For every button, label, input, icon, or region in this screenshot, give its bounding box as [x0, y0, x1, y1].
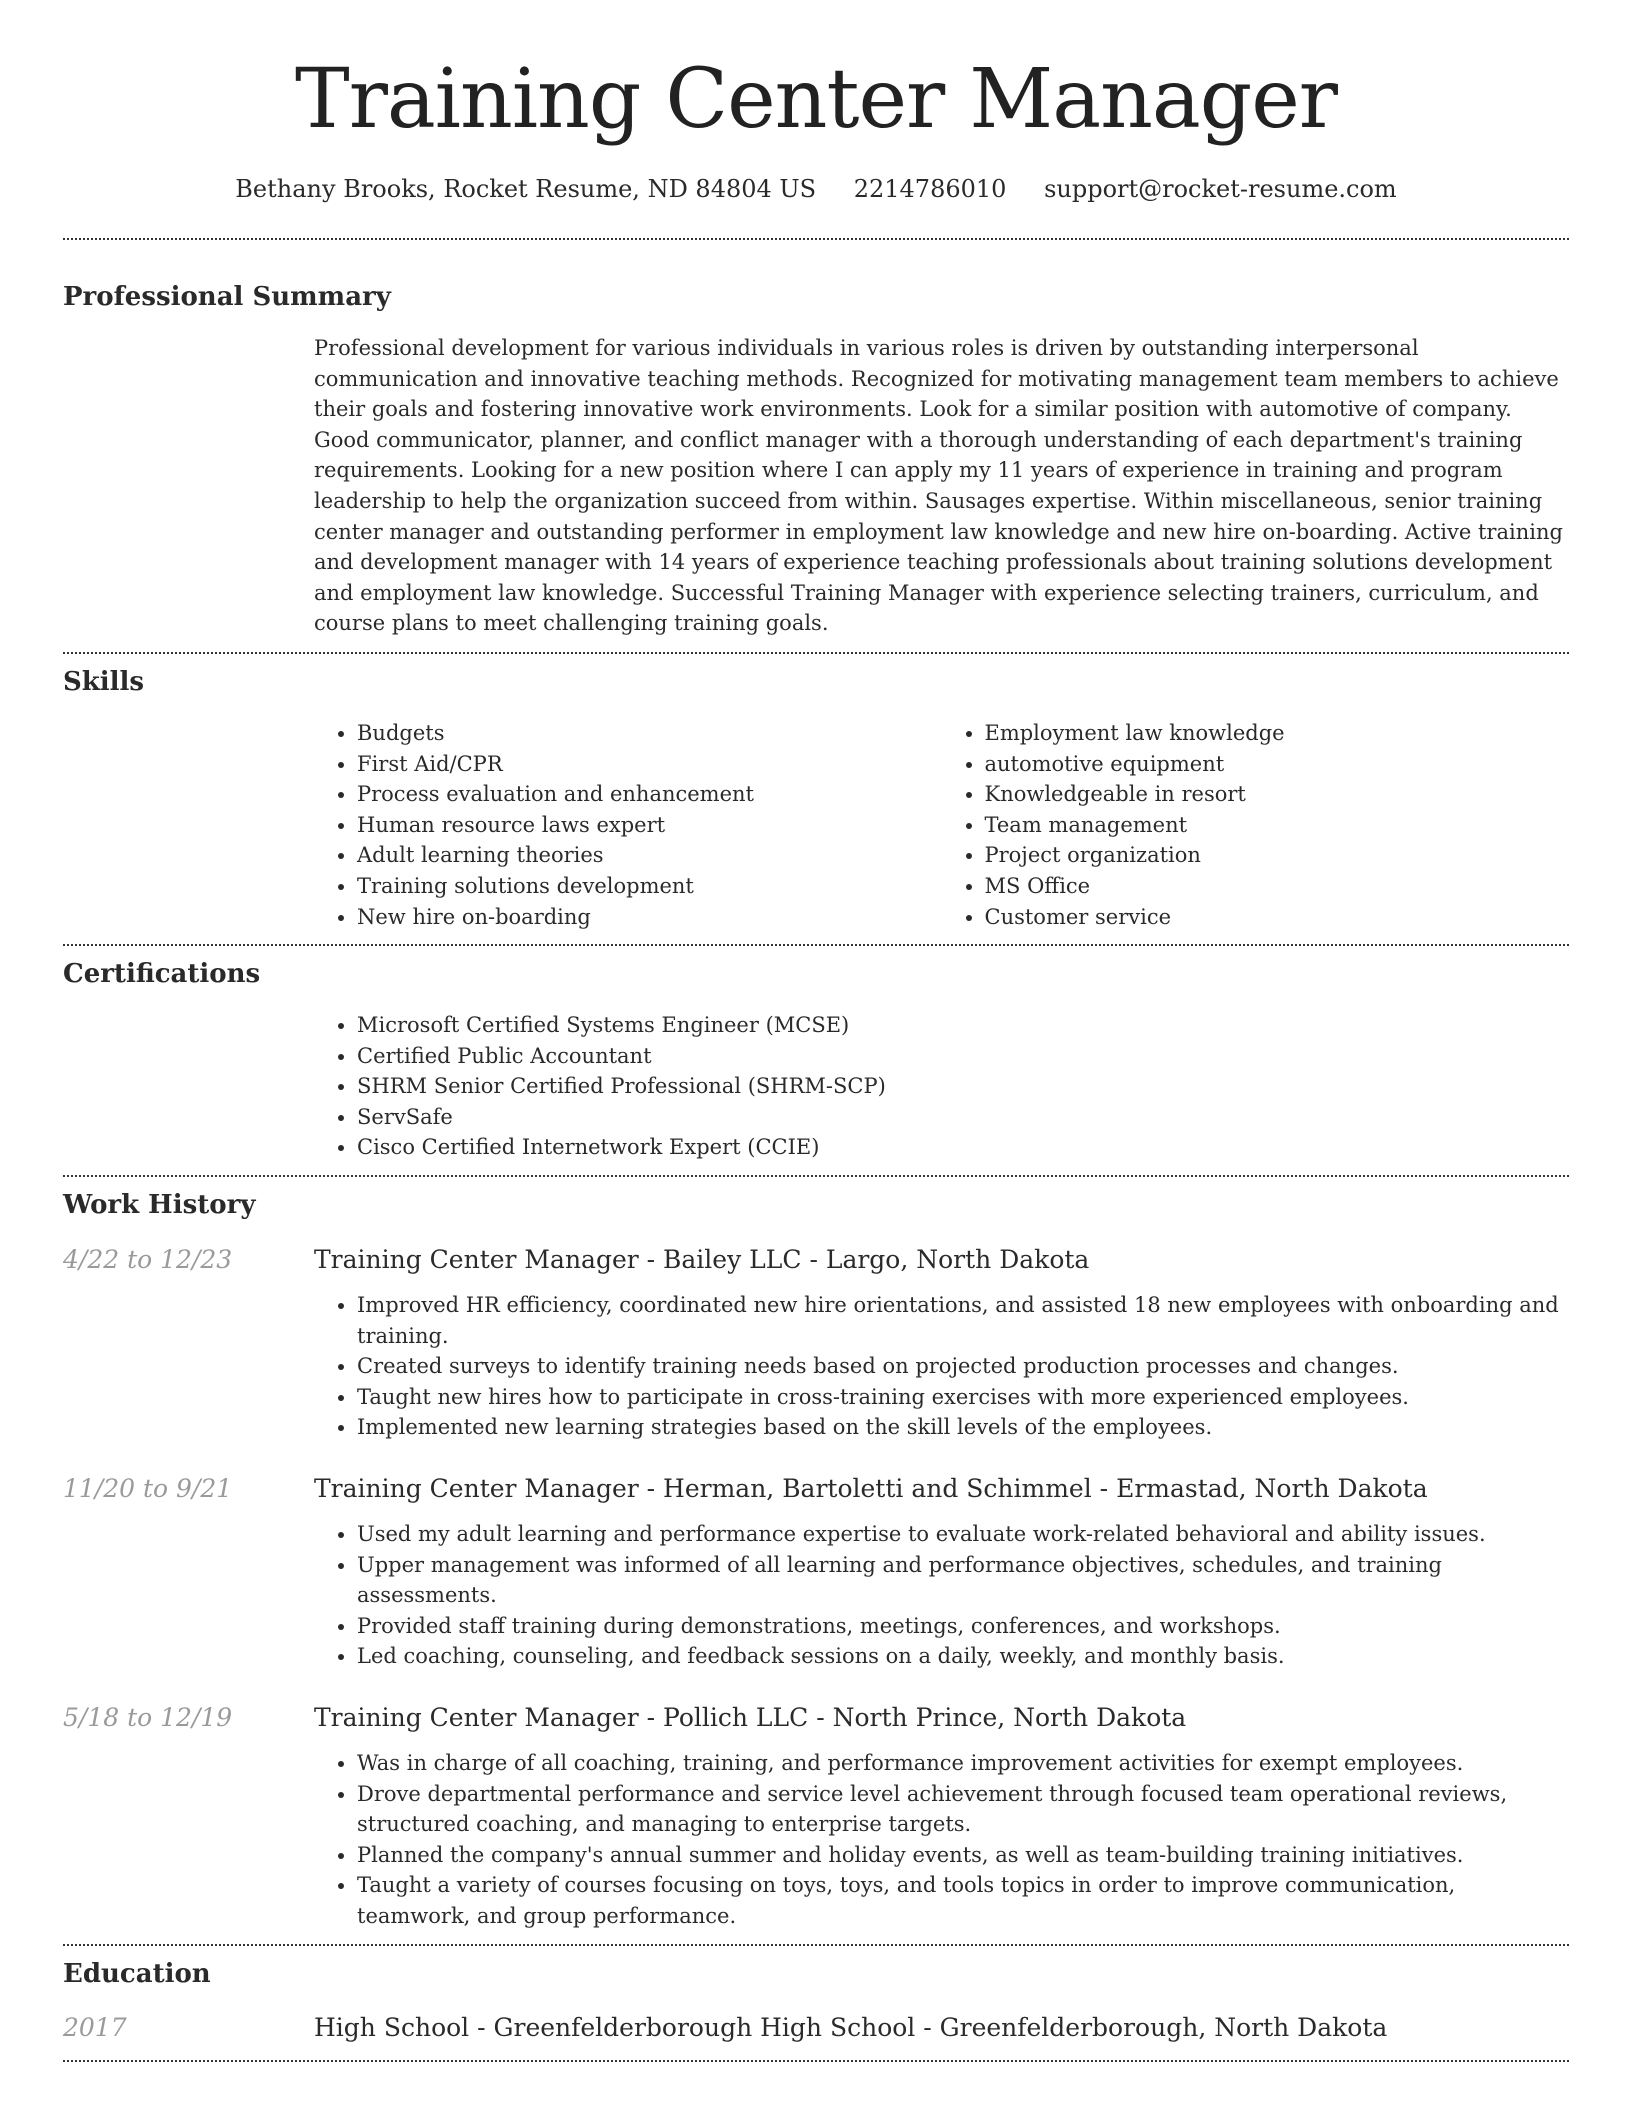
skills-section: [63, 666, 1569, 932]
skill-item: • Adult learning theories: [357, 840, 942, 871]
job-bullet: • Implemented new learning strategies based on the skill levels of the employees.: [357, 1412, 1569, 1443]
skill-item: • Knowledgeable in resort: [985, 779, 1570, 810]
divider: [63, 1944, 1569, 1946]
job-bullets: [314, 1748, 1569, 1932]
education-year: 2017: [63, 2012, 127, 2042]
contact-email: support@rocket-resume.com: [1044, 175, 1397, 203]
divider: [63, 944, 1569, 946]
skill-item: • New hire on-boarding: [357, 902, 942, 933]
job-bullet: • Was in charge of all coaching, training, and performance improvement activities for exempt employees.: [357, 1748, 1569, 1779]
job-bullet: • Upper management was informed of all learning and performance objectives, schedules, and training assessments.: [357, 1550, 1569, 1611]
job-bullet: • Taught new hires how to participate in cross-training exercises with more experienced employees.: [357, 1382, 1569, 1413]
certifications-content: [314, 1010, 1569, 1163]
contact-line: [63, 174, 1569, 204]
divider: [63, 652, 1569, 654]
job-title: Training Center Manager - Pollich LLC - North Prince, North Dakota: [314, 1703, 1187, 1732]
job-entry: [63, 1702, 1569, 1932]
education-heading: Education: [63, 1958, 211, 1989]
job-bullet: • Used my adult learning and performance expertise to evaluate work-related behavioral and ability issues.: [357, 1519, 1569, 1550]
certifications-section: [63, 958, 1569, 1163]
education-title: High School - Greenfelderborough High School - Greenfelderborough, North Dakota: [314, 2012, 1388, 2042]
divider: [63, 1175, 1569, 1177]
job-bullet: • Planned the company's annual summer and holiday events, as well as team-building training initiatives.: [357, 1840, 1569, 1871]
job-bullet: • Created surveys to identify training needs based on projected production processes and changes.: [357, 1351, 1569, 1382]
skill-item: • Project organization: [985, 840, 1570, 871]
skill-item: • Employment law knowledge: [985, 718, 1570, 749]
job-title: Training Center Manager - Herman, Bartoletti and Schimmel - Ermastad, North Dakota: [314, 1474, 1428, 1504]
summary-section: [63, 281, 1569, 639]
skill-item: • Training solutions development: [357, 871, 942, 902]
certification-item: • SHRM Senior Certified Professional (SHRM-SCP): [357, 1071, 1569, 1102]
job-entry: [63, 1244, 1569, 1443]
job-entry: [63, 1473, 1569, 1672]
education-entry: [63, 2012, 1569, 2044]
job-bullets: [314, 1290, 1569, 1443]
job-bullet: • Provided staff training during demonstrations, meetings, conferences, and workshops.: [357, 1611, 1569, 1642]
job-header: [63, 1244, 1569, 1276]
skills-columns: [314, 718, 1569, 932]
job-bullet: • Led coaching, counseling, and feedback sessions on a daily, weekly, and monthly basis.: [357, 1641, 1569, 1672]
certification-item: • ServSafe: [357, 1102, 1569, 1133]
divider: [63, 2060, 1569, 2062]
skills-list-left: [314, 718, 942, 932]
education-section: [63, 1958, 1569, 2044]
resume-title: Training Center Manager: [295, 52, 1337, 147]
job-bullet: • Improved HR efficiency, coordinated new hire orientations, and assisted 18 new employees with onboarding and training.: [357, 1290, 1569, 1351]
job-dates: 5/18 to 12/19: [63, 1703, 233, 1732]
skill-item: • automotive equipment: [985, 749, 1570, 780]
summary-text: Professional development for various individuals in various roles is driven by outstanding interpersonal communication and innovative teaching methods. Recognized for motivating management team members to achieve their goals and fostering innovative work environments. Look for a similar position with automotive of company. Good communicator, planner, and conflict manager with a thorough understanding of each department's training requirements. Looking for a new position where I can apply my 11 years of experience in training and program leadership to help the organization succeed from within. Sausages expertise. Within miscellaneous, senior training center manager and outstanding performer in employment law knowledge and new hire on-boarding. Active training and development manager with 14 years of experience teaching professionals about training solutions development and employment law knowledge. Successful Training Manager with experience selecting trainers, curriculum, and course plans to meet challenging training goals.: [314, 336, 1563, 636]
contact-phone: 2214786010: [853, 175, 1007, 203]
skill-item: • Customer service: [985, 902, 1570, 933]
job-bullets: [314, 1519, 1569, 1672]
certifications-heading: Certifications: [63, 959, 261, 990]
certifications-list: [314, 1010, 1569, 1163]
skill-item: • Human resource laws expert: [357, 810, 942, 841]
summary-heading: Professional Summary: [63, 282, 391, 312]
job-bullet: • Drove departmental performance and service level achievement through focused team operational reviews, structured coaching, and managing to enterprise targets.: [357, 1779, 1569, 1840]
certification-item: • Cisco Certified Internetwork Expert (CCIE): [357, 1132, 1569, 1163]
skill-item: • First Aid/CPR: [357, 749, 942, 780]
job-header: [63, 1473, 1569, 1505]
job-header: [63, 1702, 1569, 1734]
certification-item: • Microsoft Certified Systems Engineer (MCSE): [357, 1010, 1569, 1041]
contact-address: Bethany Brooks, Rocket Resume, ND 84804 US: [235, 175, 817, 203]
divider: [63, 238, 1569, 240]
certification-item: • Certified Public Accountant: [357, 1041, 1569, 1072]
work-history-section: [63, 1189, 1569, 1932]
skills-heading: Skills: [63, 666, 145, 697]
skill-item: • MS Office: [985, 871, 1570, 902]
skill-item: • Budgets: [357, 718, 942, 749]
job-title: Training Center Manager - Bailey LLC - Largo, North Dakota: [314, 1245, 1090, 1275]
job-bullet: • Taught a variety of courses focusing on toys, toys, and tools topics in order to improve communication, teamwork, and group performance.: [357, 1870, 1569, 1931]
job-dates: 11/20 to 9/21: [63, 1474, 233, 1504]
skill-item: • Process evaluation and enhancement: [357, 779, 942, 810]
skill-item: • Team management: [985, 810, 1570, 841]
skills-list-right: [942, 718, 1570, 932]
job-dates: 4/22 to 12/23: [63, 1245, 233, 1275]
work-history-heading: Work History: [63, 1190, 256, 1221]
